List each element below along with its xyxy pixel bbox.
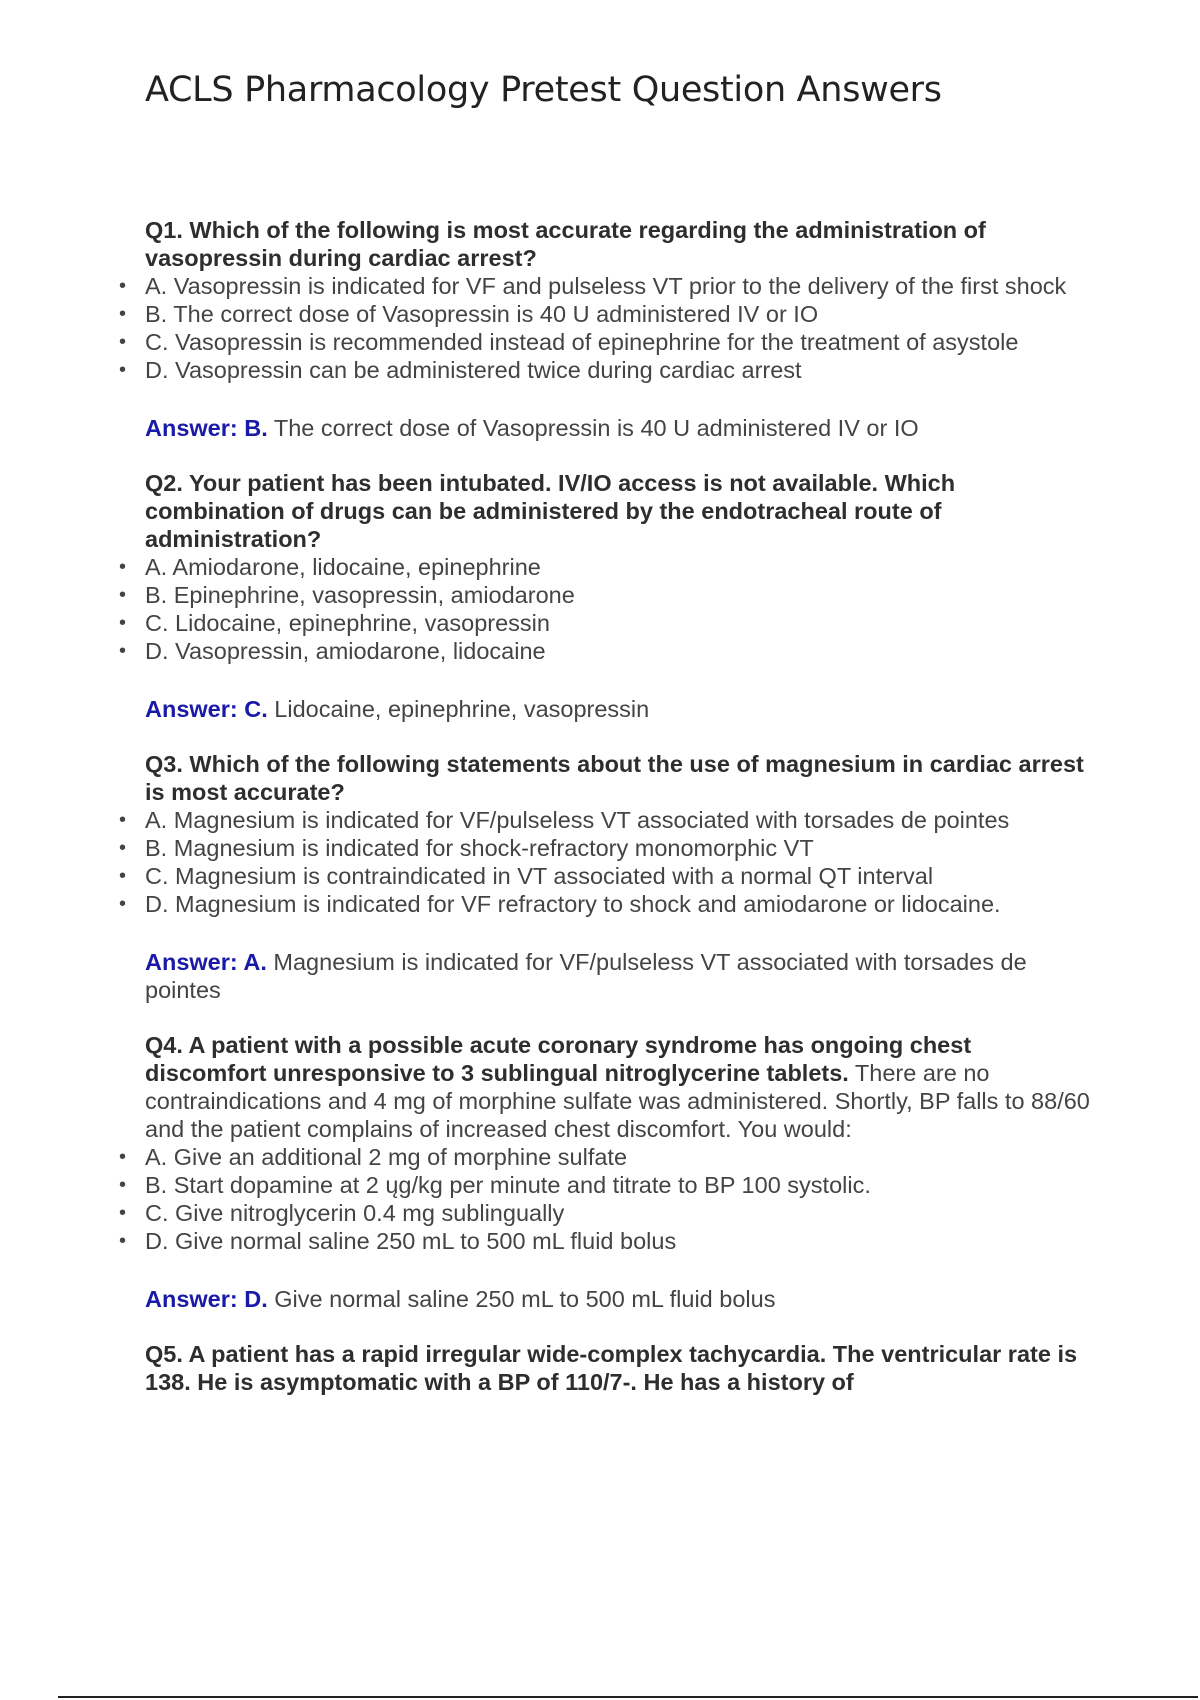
bullet-icon: • (119, 359, 127, 381)
bullet-icon: • (119, 1230, 127, 1252)
option-list (119, 553, 1090, 665)
bullet-icon: • (119, 1174, 127, 1196)
answer-text: Give normal saline 250 mL to 500 mL fluid bolus (267, 1286, 776, 1312)
option-text: A. Vasopressin is indicated for VF and pulseless VT prior to the delivery of the first shock (145, 273, 1067, 299)
question-stem (145, 750, 1090, 806)
question-stem-bold: Q1. Which of the following is most accurate regarding the administration of vasopressin during cardiac arrest? (145, 217, 986, 271)
bullet-icon: • (119, 556, 127, 578)
bullet-icon: • (119, 275, 127, 297)
answer-line (145, 414, 1090, 442)
option-item (119, 1227, 1090, 1255)
option-list (119, 1143, 1090, 1255)
option-item (119, 637, 1090, 665)
question-stem-bold: Q3. Which of the following statements about the use of magnesium in cardiac arrest is most accurate? (145, 751, 1084, 805)
option-item (119, 272, 1090, 300)
option-text: C. Vasopressin is recommended instead of epinephrine for the treatment of asystole (145, 329, 1019, 355)
answer-label: Answer: D. (145, 1286, 268, 1312)
answer-line (145, 695, 1090, 723)
answer-label: Answer: C. (145, 696, 268, 722)
page-bottom-divider (58, 1696, 1198, 1698)
option-text: D. Vasopressin, amiodarone, lidocaine (145, 638, 546, 664)
option-item (119, 356, 1090, 384)
question-stem (145, 216, 1090, 272)
option-text: D. Magnesium is indicated for VF refractory to shock and amiodarone or lidocaine. (145, 891, 1001, 917)
option-text: D. Vasopressin can be administered twice during cardiac arrest (145, 357, 802, 383)
answer-text: Lidocaine, epinephrine, vasopressin (267, 696, 650, 722)
option-text: D. Give normal saline 250 mL to 500 mL fluid bolus (145, 1228, 677, 1254)
question-block-1 (119, 216, 1090, 442)
question-block-5 (145, 1340, 1090, 1396)
option-item (119, 1199, 1090, 1227)
option-item (119, 1143, 1090, 1171)
question-block-3 (119, 750, 1090, 1004)
answer-label: Answer: B. (145, 415, 268, 441)
option-text: C. Give nitroglycerin 0.4 mg sublingually (145, 1200, 565, 1226)
bullet-icon: • (119, 612, 127, 634)
bullet-icon: • (119, 893, 127, 915)
option-item (119, 862, 1090, 890)
option-item (119, 1171, 1090, 1199)
question-stem (145, 1340, 1090, 1396)
bullet-icon: • (119, 331, 127, 353)
question-stem-bold: Q5. A patient has a rapid irregular wide-complex tachycardia. The ventricular rate is 138. He is asymptomatic with a BP of 110/7-. He has a history of (145, 1341, 1078, 1395)
option-text: A. Amiodarone, lidocaine, epinephrine (145, 554, 541, 580)
option-item (119, 609, 1090, 637)
option-item (119, 328, 1090, 356)
option-list (119, 272, 1090, 384)
bullet-icon: • (119, 809, 127, 831)
bullet-icon: • (119, 584, 127, 606)
option-list (119, 806, 1090, 918)
option-text: B. Epinephrine, vasopressin, amiodarone (145, 582, 575, 608)
bullet-icon: • (119, 1146, 127, 1168)
bullet-icon: • (119, 837, 127, 859)
option-item (119, 806, 1090, 834)
question-stem-bold: Q4. A patient with a possible acute coronary syndrome has ongoing chest discomfort unresponsive to 3 sublingual nitroglycerine tablets. (145, 1032, 972, 1086)
option-item (119, 834, 1090, 862)
answer-line (145, 1285, 1090, 1313)
question-list (119, 216, 1090, 1396)
question-stem-bold: Q2. Your patient has been intubated. IV/IO access is not available. Which combination of drugs can be administered by the endotracheal route of administration? (145, 470, 956, 552)
bullet-icon: • (119, 1202, 127, 1224)
bullet-icon: • (119, 303, 127, 325)
option-item (119, 300, 1090, 328)
option-item (119, 581, 1090, 609)
question-block-2 (119, 469, 1090, 723)
bullet-icon: • (119, 865, 127, 887)
bullet-icon: • (119, 640, 127, 662)
question-stem (145, 1031, 1090, 1143)
question-stem-normal: There are no contraindications and 4 mg of morphine sulfate was administered. Shortly, BP falls to 88/60 and the patient complains of increased chest discomfort. You would: (145, 1060, 1090, 1142)
option-text: C. Lidocaine, epinephrine, vasopressin (145, 610, 550, 636)
answer-text: The correct dose of Vasopressin is 40 U administered IV or IO (267, 415, 919, 441)
option-text: A. Give an additional 2 mg of morphine sulfate (145, 1144, 628, 1170)
option-text: B. The correct dose of Vasopressin is 40 U administered IV or IO (145, 301, 819, 327)
option-text: B. Start dopamine at 2 ųg/kg per minute and titrate to BP 100 systolic. (145, 1172, 871, 1198)
question-stem (145, 469, 1090, 553)
answer-text: Magnesium is indicated for VF/pulseless VT associated with torsades de pointes (145, 949, 1027, 1003)
page-title: ACLS Pharmacology Pretest Question Answers (145, 70, 942, 110)
question-block-4 (119, 1031, 1090, 1313)
answer-label: Answer: A. (145, 949, 267, 975)
option-text: A. Magnesium is indicated for VF/pulseless VT associated with torsades de pointes (145, 807, 1010, 833)
option-item (119, 553, 1090, 581)
option-text: C. Magnesium is contraindicated in VT associated with a normal QT interval (145, 863, 934, 889)
option-text: B. Magnesium is indicated for shock-refractory monomorphic VT (145, 835, 814, 861)
option-item (119, 890, 1090, 918)
answer-line (145, 948, 1090, 1004)
